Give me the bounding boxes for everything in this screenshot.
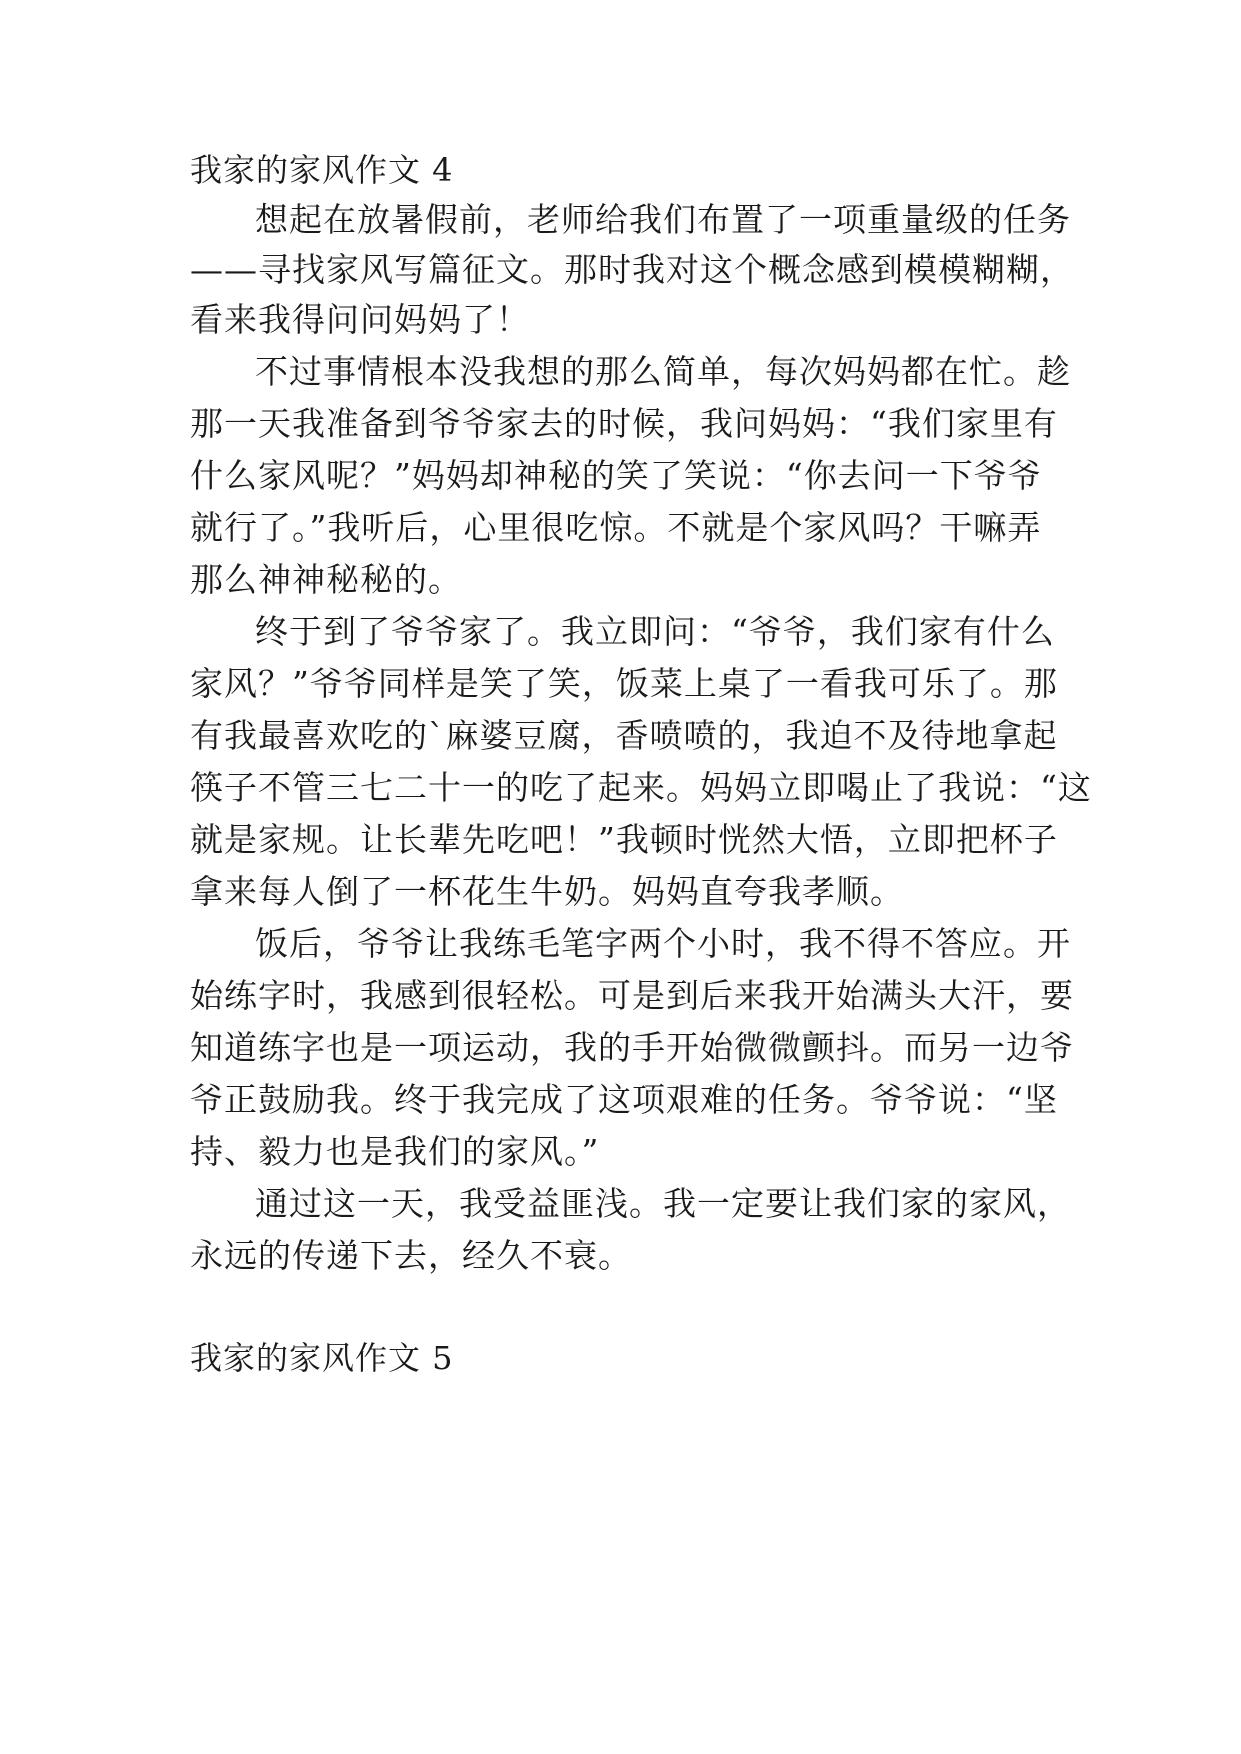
essay-4-line: 终于到了爷爷家了。我立即问：“爷爷，我们家有什么 — [255, 612, 1055, 651]
essay-4-line: 就是家规。让长辈先吃吧！”我顿时恍然大悟，立即把杯子 — [190, 820, 1058, 859]
essay-4-line: 家风？”爷爷同样是笑了笑，饭菜上桌了一看我可乐了。那 — [190, 664, 1058, 703]
essay-4-line: 有我最喜欢吃的`麻婆豆腐，香喷喷的，我迫不及待地拿起 — [190, 716, 1058, 755]
essay-4-line: 那么神神秘秘的。 — [190, 560, 462, 599]
essay-4-line: ——寻找家风写篇征文。那时我对这个概念感到模模糊糊， — [190, 250, 1074, 289]
essay-4-line: 想起在放暑假前，老师给我们布置了一项重量级的任务 — [255, 200, 1071, 239]
essay-4-line: 什么家风呢？”妈妈却神秘的笑了笑说：“你去问一下爷爷 — [190, 456, 1042, 495]
essay-4-line: 看来我得问问妈妈了！ — [190, 300, 530, 339]
essay-4-line: 不过事情根本没我想的那么简单，每次妈妈都在忙。趁 — [255, 352, 1071, 391]
essay-4-line: 饭后，爷爷让我练毛笔字两个小时，我不得不答应。开 — [255, 924, 1071, 963]
essay-4-line: 知道练字也是一项运动，我的手开始微微颤抖。而另一边爷 — [190, 1028, 1074, 1067]
essay-5-title: 我家的家风作文 5 — [190, 1339, 454, 1377]
essay-4-line: 始练字时，我感到很轻松。可是到后来我开始满头大汗，要 — [190, 976, 1074, 1015]
essay-4-line: 持、毅力也是我们的家风。” — [190, 1132, 600, 1171]
essay-4-line: 永远的传递下去，经久不衰。 — [190, 1236, 632, 1275]
essay-4-line: 那一天我准备到爷爷家去的时候，我问妈妈：“我们家里有 — [190, 404, 1058, 443]
essay-4-line: 就行了。”我听后，心里很吃惊。不就是个家风吗？干嘛弄 — [190, 508, 1042, 547]
essay-4-title: 我家的家风作文 4 — [190, 151, 454, 189]
essay-4-line: 筷子不管三七二十一的吃了起来。妈妈立即喝止了我说：“这 — [190, 768, 1092, 807]
essay-4-line: 爷正鼓励我。终于我完成了这项艰难的任务。爷爷说：“坚 — [190, 1080, 1058, 1119]
essay-4-line: 拿来每人倒了一杯花生牛奶。妈妈直夸我孝顺。 — [190, 872, 904, 911]
essay-4-line: 通过这一天，我受益匪浅。我一定要让我们家的家风， — [255, 1184, 1071, 1223]
